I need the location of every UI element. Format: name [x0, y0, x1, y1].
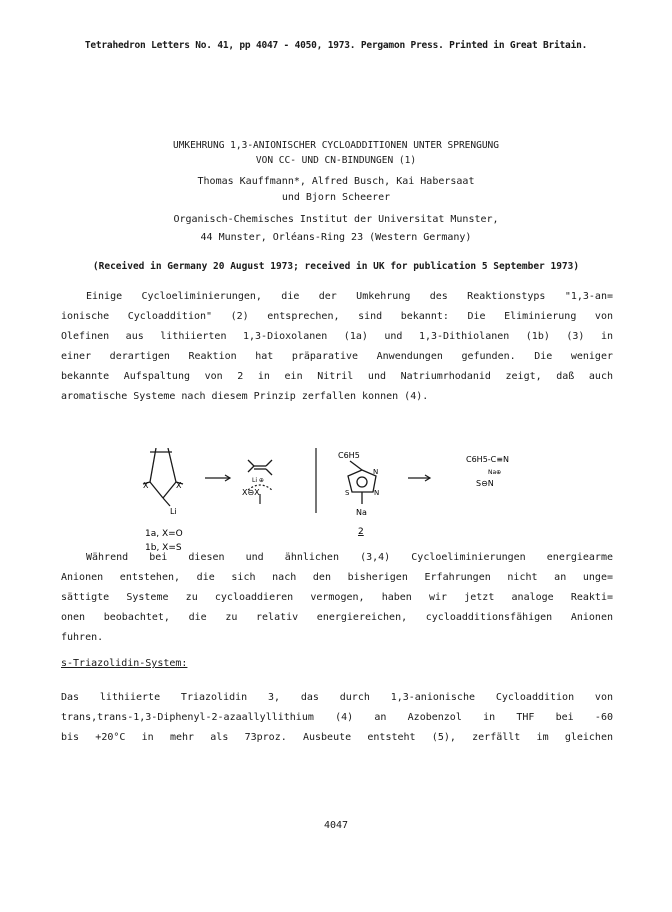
nitrile-product: C6H5-C≡N	[466, 455, 509, 464]
reaction-arrow	[205, 475, 230, 481]
thiadiazole-structure	[348, 461, 379, 504]
affiliation-line-2: 44 Munster, Orléans-Ring 23 (Western Germany)	[200, 232, 472, 243]
paragraph-3	[61, 688, 613, 748]
authors-line-2: und Bjorn Scheerer	[281, 192, 391, 203]
paragraph-line: Anionen entstehen, die sich nach den bisherigen Erfahrungen nicht an unge=	[61, 572, 613, 583]
authors-line-1: Thomas Kauffmann*, Alfred Busch, Kai Habersaat	[197, 176, 475, 187]
olefin-structure	[248, 460, 272, 475]
paragraph-line: ionische Cycloaddition" (2) entsprechen, sind bekannt: Die Eliminierung von	[61, 311, 613, 322]
received-dates: (Received in Germany 20 August 1973; received in UK for publication 5 September 1973)	[92, 261, 580, 272]
li-plus-label: Li ⊕	[252, 477, 264, 484]
paragraph-line: onen beobachtet, die zu relativ energiereichen, cycloadditionsfähigen Anionen	[61, 612, 613, 623]
compound-1a-label: 1a, X=O	[145, 529, 183, 539]
na-label: Na	[356, 508, 367, 517]
x-atom-left: X	[143, 481, 149, 490]
s-atom: S	[345, 489, 350, 497]
paragraph-line: Einige Cycloeliminierungen, die der Umkehrung des Reaktionstyps "1,3-an=	[86, 291, 613, 302]
section-heading: s-Triazolidin-System:	[61, 658, 188, 669]
reaction-arrow	[408, 475, 430, 481]
paragraph-line: Das lithiierte Triazolidin 3, das durch 1,3-anionische Cycloaddition von	[61, 692, 613, 703]
paragraph-2	[61, 548, 613, 648]
journal-header: Tetrahedron Letters No. 41, pp 4047 - 4050, 1973. Pergamon Press. Printed in Great Britain.	[84, 40, 588, 51]
x-atom-right: X	[176, 481, 182, 490]
li-label: Li	[170, 507, 177, 516]
paragraph-line: trans,trans-1,3-Diphenyl-2-azaallyllithium (4) an Azobenzol in THF bei -60	[61, 712, 613, 723]
page-number: 4047	[323, 820, 349, 831]
paragraph-line: Olefinen aus lithiierten 1,3-Dioxolanen (1a) und 1,3-Dithiolanen (1b) (3) in	[61, 331, 613, 342]
paragraph-line: bekannte Aufspaltung von 2 in ein Nitril und Natriumrhodanid zeigt, daß auch	[61, 371, 613, 382]
phenyl-label: C6H5	[338, 451, 360, 460]
paragraph-line: einer derartigen Reaktion hat präparative Anwendungen gefunden. Die weniger	[61, 351, 613, 362]
affiliation-line-1: Organisch-Chemisches Institut der Universitat Munster,	[173, 214, 499, 225]
paragraph-line: sättigte Systeme zu cycloaddieren vermogen, haben wir jetzt analoge Reakti=	[61, 592, 613, 603]
n-atom: N	[374, 489, 380, 497]
paragraph-line: aromatische Systeme nach diesem Prinzip zerfallen konnen (4).	[61, 391, 429, 402]
paragraph-line: bis +20°C in mehr als 73proz. Ausbeute entsteht (5), zerfällt im gleichen	[61, 732, 613, 743]
thiocyanate-product: S⊖N	[476, 479, 494, 488]
dioxolane-structure	[143, 448, 183, 506]
paragraph-line: Während bei diesen und ähnlichen (3,4) Cycloeliminierungen energiearme	[86, 552, 613, 563]
n-atom: N	[373, 468, 379, 476]
compound-1b-label: 1b, X=S	[145, 543, 182, 553]
article-title-line-1: UMKEHRUNG 1,3-ANIONISCHER CYCLOADDITIONEN UNTER SPRENGUNG	[172, 140, 499, 151]
compound-2-label: 2	[358, 527, 364, 537]
na-plus-label: Na⊕	[488, 469, 502, 476]
reaction-scheme	[130, 448, 550, 558]
article-title-line-2: VON CC- UND CN-BINDUNGEN (1)	[255, 155, 417, 166]
paragraph-line: fuhren.	[61, 632, 104, 643]
paragraph-1	[61, 287, 613, 407]
x-anion-label: X⊖X	[242, 488, 260, 497]
